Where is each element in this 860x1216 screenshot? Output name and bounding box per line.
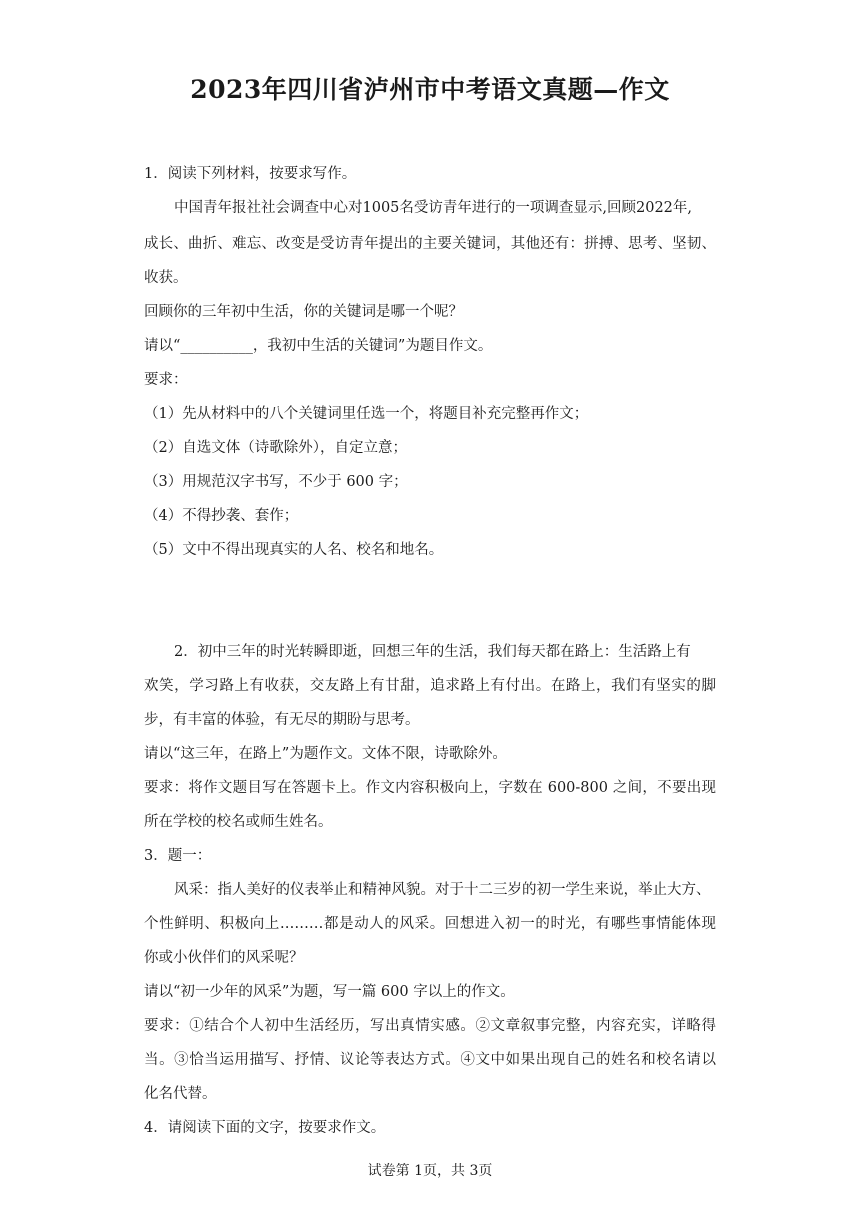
- q2-requirements-line-1: 要求：将作文题目写在答题卡上。作文内容积极向上，字数在 600-800 之间，不要出现: [144, 780, 716, 796]
- q1-question: 回顾你的三年初中生活，你的关键词是哪一个呢？: [144, 304, 463, 320]
- q3-line-2: 个性鲜明、积极向上………都是动人的风采。回想进入初一的时光，有哪些事情能体现: [144, 916, 716, 932]
- q3-header: 3．题一：: [144, 848, 212, 864]
- q1-material-line-2: 成长、曲折、难忘、改变是受访青年提出的主要关键词，其他还有：拼搏、思考、坚韧、: [144, 236, 716, 252]
- q1-material-line-3: 收获。: [144, 270, 188, 286]
- q3-line-1: 风采：指人美好的仪表举止和精神风貌。对于十二三岁的初一学生来说，举止大方、: [174, 882, 711, 898]
- q2-line-1: 2．初中三年的时光转瞬即逝，回想三年的生活，我们每天都在路上：生活路上有: [174, 644, 691, 660]
- q3-requirements-line-3: 化名代替。: [144, 1086, 217, 1102]
- q1-requirement-3: （3）用规范汉字书写，不少于 600 字；: [144, 474, 408, 490]
- q1-material-line-1: 中国青年报社社会调查中心对1005名受访青年进行的一项调查显示,回顾2022年,: [174, 200, 693, 216]
- q3-requirements-line-2: 当。③恰当运用描写、抒情、议论等表达方式。④文中如果出现自己的姓名和校名请以: [144, 1052, 716, 1068]
- q3-line-3: 你或小伙伴们的风采呢？: [144, 950, 304, 966]
- q2-requirements-line-2: 所在学校的校名或师生姓名。: [144, 814, 333, 830]
- q2-task: 请以“这三年，在路上”为题作文。文体不限，诗歌除外。: [144, 746, 507, 762]
- q4-line-1: 4．请阅读下面的文字，按要求作文。: [144, 1120, 386, 1136]
- q1-prompt: 阅读下列材料，按要求写作。: [167, 166, 357, 182]
- q2-line-3: 步，有丰富的体验，有无尽的期盼与思考。: [144, 712, 420, 728]
- q1-task: 请以“__________，我初中生活的关键词”为题目作文。: [144, 338, 493, 354]
- q2-line-2: 欢笑，学习路上有收获，交友路上有甘甜，追求路上有付出。在路上，我们有坚实的脚: [144, 678, 716, 694]
- q1-requirement-2: （2）自选文体（诗歌除外），自定立意；: [144, 440, 407, 456]
- document-title: 2023年四川省泸州市中考语文真题—作文: [190, 75, 670, 104]
- q3-requirements-line-1: 要求：①结合个人初中生活经历，写出真情实感。②文章叙事完整，内容充实，详略得: [144, 1018, 716, 1034]
- q1-prompt-line: [144, 164, 356, 184]
- q1-requirements-label: 要求：: [144, 372, 188, 388]
- q1-requirement-5: （5）文中不得出现真实的人名、校名和地名。: [144, 542, 444, 558]
- q1-number: 1．: [144, 166, 168, 182]
- page-footer: 试卷第 1页，共 3页: [367, 1163, 493, 1179]
- q3-task: 请以“初一少年的风采”为题，写一篇 600 字以上的作文。: [144, 984, 515, 1000]
- q1-requirement-4: （4）不得抄袭、套作；: [144, 508, 299, 524]
- q1-requirement-1: （1）先从材料中的八个关键词里任选一个，将题目补充完整再作文；: [144, 406, 589, 422]
